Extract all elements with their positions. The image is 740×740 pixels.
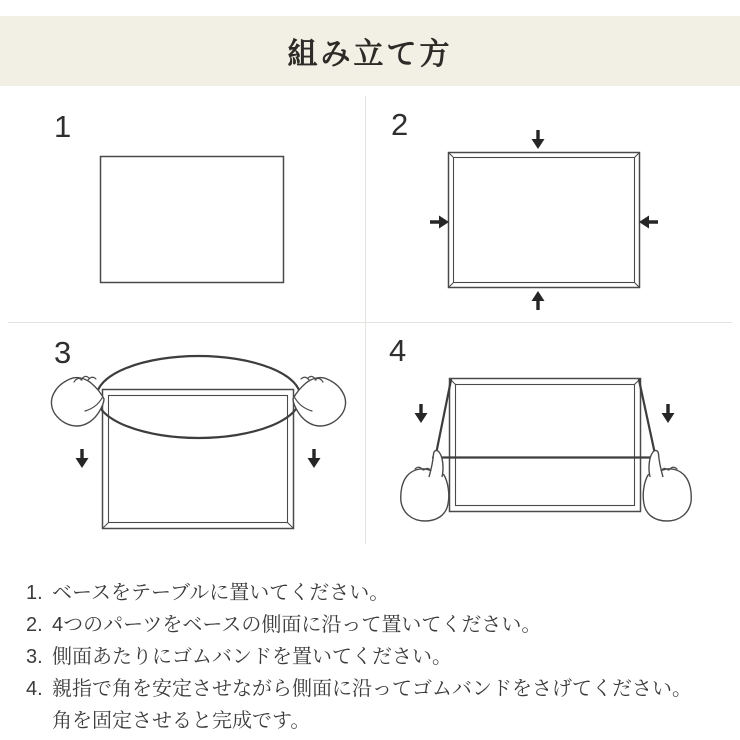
left-hand-icon [51, 376, 104, 426]
arrow-down-icon [415, 404, 428, 423]
instruction-list [26, 577, 726, 737]
instruction-item [26, 641, 726, 673]
step-2-number: 2 [391, 107, 409, 142]
step-4-pull-band-diagram [370, 330, 710, 560]
left-hand-icon [401, 450, 449, 521]
instruction-item [26, 609, 726, 641]
right-hand-icon [293, 376, 346, 426]
base-panel-outline [101, 157, 284, 283]
arrow-up-icon [532, 291, 545, 310]
instruction-item [26, 705, 726, 737]
instruction-number: 4. [26, 678, 43, 700]
page-title: 組み立て方 [287, 38, 453, 71]
arrow-down-icon [308, 449, 321, 468]
frame-outline [103, 390, 294, 529]
arrow-down-icon [76, 449, 89, 468]
instruction-text: 親指で角を安定させながら側面に沿ってゴムバンドをさげてください。 [52, 678, 692, 700]
right-hand-icon [643, 450, 691, 521]
arrow-down-icon [532, 130, 545, 149]
instruction-text: 角を固定させると完成です。 [52, 710, 311, 732]
instruction-item [26, 673, 726, 705]
frame-outline [449, 153, 640, 288]
instruction-number [26, 705, 52, 737]
step-2-frame-arrows-diagram [370, 100, 710, 325]
instruction-number: 2. [26, 614, 43, 636]
instruction-number: 1. [26, 582, 43, 604]
step-3-rubber-band-diagram [30, 330, 370, 560]
step-4-number: 4 [389, 333, 407, 368]
instruction-text: ベースをテーブルに置いてください。 [52, 582, 390, 604]
step-1-base-panel-diagram [30, 100, 370, 325]
instruction-text: 側面あたりにゴムバンドを置いてください。 [52, 646, 452, 668]
arrow-right-icon [430, 216, 449, 229]
arrow-down-icon [662, 404, 675, 423]
arrow-left-icon [639, 216, 658, 229]
page-header [0, 16, 740, 86]
rubber-band-ellipse [97, 356, 301, 438]
instruction-number: 3. [26, 646, 43, 668]
step-3-number: 3 [54, 335, 72, 370]
frame-outline [450, 379, 641, 512]
instruction-text: 4つのパーツをベースの側面に沿って置いてください。 [52, 614, 542, 636]
instruction-item [26, 577, 726, 609]
step-1-number: 1 [54, 109, 72, 144]
rubber-band-line [433, 380, 658, 458]
